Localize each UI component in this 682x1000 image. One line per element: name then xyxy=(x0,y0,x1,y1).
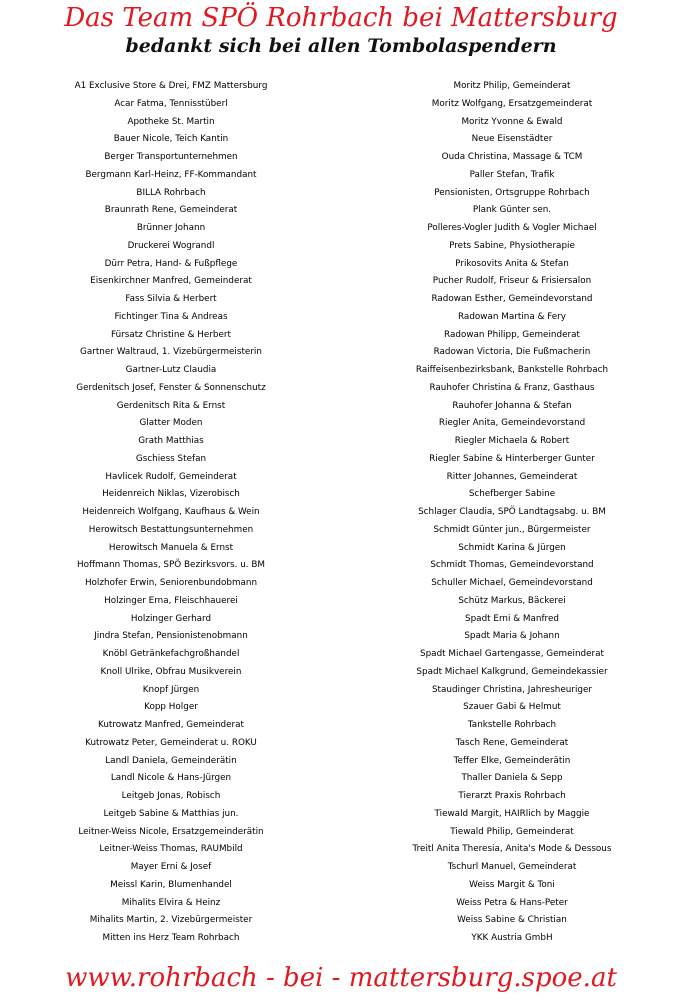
sponsor-item: Herowitsch Bestattungsunternehmen xyxy=(88,524,254,535)
sponsor-item: Ritter Johannes, Gemeinderat xyxy=(446,471,578,482)
sponsor-item: Knöbl Getränkefachgroßhandel xyxy=(102,649,240,659)
sponsor-item: Tiewald Margit, HAIRlich by Maggie xyxy=(434,808,590,819)
sponsor-item: Kutrowatz Manfred, Gemeinderat xyxy=(98,720,244,730)
sponsor-item: Tierarzt Praxis Rohrbach xyxy=(458,791,566,801)
sponsor-item: Mihalits Martin, 2. Vizebürgermeister xyxy=(89,915,253,926)
sponsor-item: Radowan Esther, Gemeindevorstand xyxy=(431,294,593,304)
sponsor-item: Knoll Ulrike, Obfrau Musikverein xyxy=(100,666,242,677)
sponsor-item: Leitgeb Jonas, Robisch xyxy=(121,791,221,801)
sponsor-item: Prets Sabine, Physiotherapie xyxy=(449,240,575,251)
sponsor-item: Mihalits Elvira & Heinz xyxy=(121,897,221,908)
sponsor-item: Braunrath Rene, Gemeinderat xyxy=(104,205,238,216)
sponsor-item: Gerdenitsch Rita & Ernst xyxy=(116,400,226,411)
sponsor-item: Kopp Holger xyxy=(144,702,198,713)
sponsor-item: Tasch Rene, Gemeinderat xyxy=(455,737,569,748)
sponsor-item: Leitner-Weiss Thomas, RAUMbild xyxy=(99,844,243,855)
sponsor-item: Schefberger Sabine xyxy=(468,489,556,500)
sponsor-item: Bergmann Karl-Heinz, FF-Kommandant xyxy=(85,169,257,180)
sponsor-item: Herowitsch Manuela & Ernst xyxy=(108,542,234,553)
sponsor-item: Spadt Michael Gartengasse, Gemeinderat xyxy=(420,649,604,659)
sponsor-item: Bauer Nicole, Teich Kantin xyxy=(113,134,229,145)
sponsor-item: Leitner-Weiss Nicole, Ersatzgemeinderätin xyxy=(78,826,264,837)
sponsor-item: Tiewald Philip, Gemeinderat xyxy=(450,826,574,837)
sponsor-item: Havlicek Rudolf, Gemeinderat xyxy=(105,471,237,482)
sponsor-item: Jindra Stefan, Pensionistenobmann xyxy=(94,631,248,642)
sponsor-item: YKK Austria GmbH xyxy=(471,933,553,943)
sponsor-item: Brünner Johann xyxy=(136,223,206,233)
sponsor-item: Radowan Martina & Fery xyxy=(458,311,566,322)
sponsor-item: Schlager Claudia, SPÖ Landtagsabg. u. BM xyxy=(418,507,606,517)
sponsor-item: Schütz Markus, Bäckerei xyxy=(458,595,566,606)
sponsor-item: Holzinger Gerhard xyxy=(130,613,212,624)
sponsor-item: Plank Günter sen. xyxy=(472,205,552,216)
sponsor-item: Gartner-Lutz Claudia xyxy=(125,365,217,375)
sponsor-item: Fichtinger Tina & Andreas xyxy=(114,311,228,322)
sponsor-item: Dürr Petra, Hand- & Fußpflege xyxy=(104,258,238,269)
sponsor-item: BILLA Rohrbach xyxy=(136,187,206,198)
sponsor-column-left xyxy=(0,78,342,948)
sponsor-item: Glatter Moden xyxy=(139,418,203,429)
sponsor-item: Schmidt Karina & Jürgen xyxy=(458,542,566,553)
sponsor-item: Berger Transportunternehmen xyxy=(104,152,238,162)
sponsor-item: Spadt Michael Kalkgrund, Gemeindekassier xyxy=(416,666,608,677)
sponsor-item: Eisenkirchner Manfred, Gemeinderat xyxy=(90,276,252,287)
sponsor-item: Mitten ins Herz Team Rohrbach xyxy=(102,933,240,943)
sponsor-item: Weiss Margit & Toni xyxy=(469,879,555,890)
sponsor-item: Rauhofer Christina & Franz, Gasthaus xyxy=(429,382,595,393)
sponsor-item: Radowan Victoria, Die Fußmacherin xyxy=(433,347,591,358)
sponsor-item: Kutrowatz Peter, Gemeinderat u. ROKU xyxy=(85,737,257,748)
sponsor-item: Druckerei Wograndl xyxy=(127,240,215,251)
sponsor-item: Hoffmann Thomas, SPÖ Bezirksvors. u. BM xyxy=(76,560,266,571)
sponsor-item: Radowan Philipp, Gemeinderat xyxy=(444,329,580,340)
sponsor-item: Rauhofer Johanna & Stefan xyxy=(452,400,572,411)
sponsor-item: Mayer Erni & Josef xyxy=(130,862,212,872)
sponsor-item: Weiss Petra & Hans-Peter xyxy=(456,897,568,908)
sponsor-item: Holzinger Erna, Fleischhauerei xyxy=(104,595,238,606)
sponsor-item: A1 Exclusive Store & Drei, FMZ Mattersburg xyxy=(74,81,268,91)
sponsor-item: Moritz Philip, Gemeinderat xyxy=(453,81,571,91)
sponsor-item: Riegler Sabine & Hinterberger Gunter xyxy=(429,453,595,464)
sponsor-item: Prikosovits Anita & Stefan xyxy=(455,258,569,269)
page-title: Das Team SPÖ Rohrbach bei Mattersburg xyxy=(64,3,618,33)
sponsor-item: Acar Fatma, Tennisstüberl xyxy=(114,98,228,109)
sponsor-item: Riegler Anita, Gemeindevorstand xyxy=(438,418,586,429)
page-subtitle: bedankt sich bei allen Tombolaspendern xyxy=(125,35,557,57)
sponsor-item: Holzhofer Erwin, Seniorenbundobmann xyxy=(84,578,258,588)
sponsor-item: Tankstelle Rohrbach xyxy=(467,720,557,730)
sponsor-item: Neue Eisenstädter xyxy=(471,134,553,145)
sponsor-item: Fürsatz Christine & Herbert xyxy=(110,329,231,340)
sponsor-item: Schmidt Günter jun., Bürgermeister xyxy=(433,524,591,535)
sponsor-item: Schmidt Thomas, Gemeindevorstand xyxy=(430,560,594,571)
sponsor-item: Thaller Daniela & Sepp xyxy=(461,773,563,784)
sponsor-item: Schuller Michael, Gemeindevorstand xyxy=(431,578,593,588)
sponsor-item: Fass Silvia & Herbert xyxy=(125,294,217,304)
sponsor-item: Landl Nicole & Hans-Jürgen xyxy=(110,773,232,784)
sponsor-item: Pensionisten, Ortsgruppe Rohrbach xyxy=(434,187,590,198)
sponsor-item: Heidenreich Wolfgang, Kaufhaus & Wein xyxy=(82,507,260,517)
sponsor-column-right xyxy=(342,78,682,948)
sponsor-item: Treitl Anita Theresia, Anita's Mode & Dessous xyxy=(412,844,612,855)
sponsor-item: Spadt Maria & Johann xyxy=(464,631,560,642)
sponsor-item: Staudinger Christina, Jahresheuriger xyxy=(431,684,593,695)
sponsor-item: Ouda Christina, Massage & TCM xyxy=(441,152,583,162)
sponsor-item: Szauer Gabi & Helmut xyxy=(463,702,561,713)
sponsor-item: Moritz Yvonne & Ewald xyxy=(461,116,563,127)
sponsor-item: Spadt Erni & Manfred xyxy=(465,613,559,624)
sponsor-item: Pucher Rudolf, Friseur & Frisiersalon xyxy=(432,276,592,287)
sponsor-list xyxy=(0,78,682,956)
sponsor-item: Apotheke St. Martin xyxy=(127,116,215,127)
sponsor-item: Paller Stefan, Trafik xyxy=(469,169,555,180)
sponsor-item: Polleres-Vogler Judith & Vogler Michael xyxy=(427,223,597,233)
sponsor-item: Heidenreich Niklas, Vizerobisch xyxy=(102,489,240,500)
sponsor-item: Knopf Jürgen xyxy=(142,684,200,695)
sponsor-item: Weiss Sabine & Christian xyxy=(457,915,567,926)
sponsor-item: Grath Matthias xyxy=(138,436,204,446)
sponsor-item: Tschurl Manuel, Gemeinderat xyxy=(447,862,577,872)
sponsor-item: Landl Daniela, Gemeinderätin xyxy=(105,755,237,766)
sponsor-item: Raiffeisenbezirksbank, Bankstelle Rohrbach xyxy=(415,365,609,375)
sponsor-item: Leitgeb Sabine & Matthias jun. xyxy=(103,808,239,819)
sponsor-item: Gschiess Stefan xyxy=(135,453,207,464)
sponsor-item: Meissl Karin, Blumenhandel xyxy=(110,879,232,890)
sponsor-item: Gartner Waltraud, 1. Vizebürgermeisterin xyxy=(80,347,262,358)
sponsor-item: Gerdenitsch Josef, Fenster & Sonnenschutz xyxy=(76,382,266,393)
sponsor-item: Riegler Michaela & Robert xyxy=(454,436,570,446)
sponsor-item: Moritz Wolfgang, Ersatzgemeinderat xyxy=(431,98,593,109)
website-url: www.rohrbach - bei - mattersburg.spoe.at xyxy=(65,963,617,993)
sponsor-item: Teffer Elke, Gemeinderätin xyxy=(453,755,571,766)
